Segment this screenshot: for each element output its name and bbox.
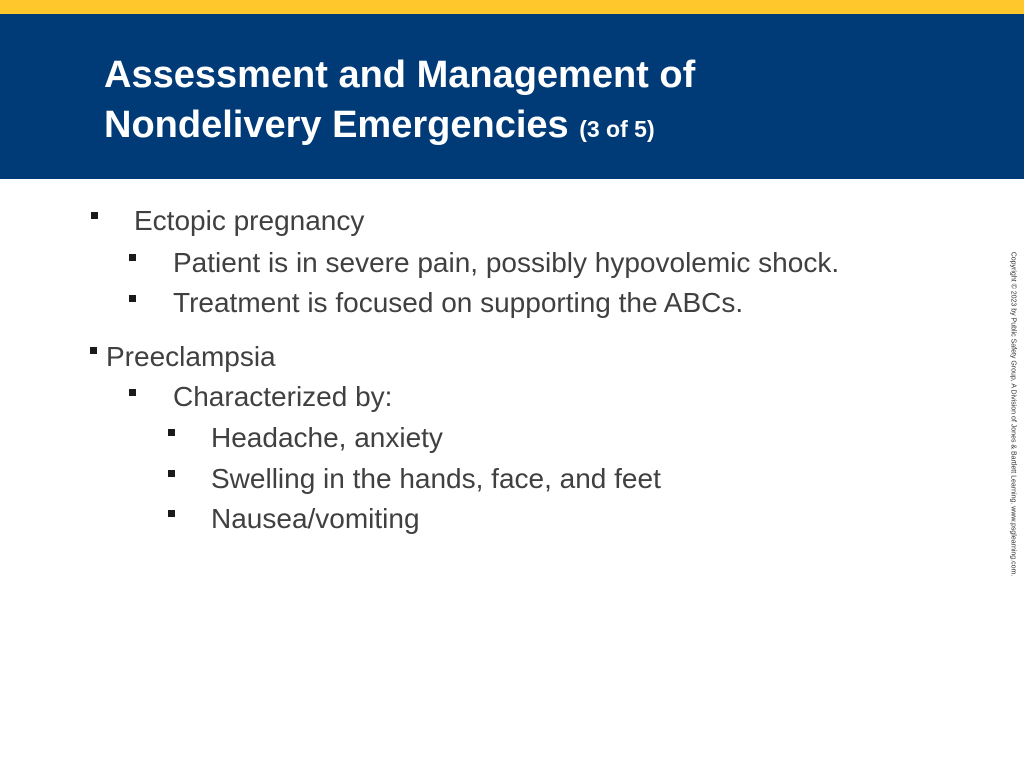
accent-bar bbox=[0, 0, 1024, 14]
bullet-symptom-2 bbox=[168, 470, 175, 477]
title-line-2 bbox=[104, 100, 695, 154]
copyright-notice: Copyright © 2023 by Public Safety Group, A Division of Jones & Bartlett Learning. www.psglearning.com. bbox=[1009, 251, 1017, 577]
ectopic-item-treatment: Treatment is focused on supporting the ABCs. bbox=[173, 287, 744, 318]
bullet-characterized bbox=[129, 389, 136, 396]
bullet-preeclampsia-label: Preeclampsia bbox=[106, 341, 276, 372]
title-line-2-text: Nondelivery Emergencies bbox=[104, 104, 569, 146]
symptom-swelling: Swelling in the hands, face, and feet bbox=[211, 463, 661, 494]
slide-body bbox=[0, 180, 990, 740]
bullet-symptom-1 bbox=[168, 429, 175, 436]
preeclampsia-characterized: Characterized by: bbox=[173, 381, 393, 412]
bullet-ectopic-sub-2 bbox=[129, 295, 136, 302]
bullet-preeclampsia bbox=[90, 347, 97, 354]
title-line-1: Assessment and Management of bbox=[104, 54, 696, 96]
bullet-symptom-3 bbox=[168, 510, 175, 517]
symptom-headache: Headache, anxiety bbox=[211, 422, 443, 453]
symptom-nausea: Nausea/vomiting bbox=[211, 503, 420, 534]
slide-title bbox=[104, 50, 695, 154]
slide-count: (3 of 5) bbox=[579, 116, 655, 142]
title-band bbox=[0, 14, 1024, 179]
bullet-ectopic-sub-1 bbox=[129, 254, 136, 261]
bullet-ectopic-pregnancy: Ectopic pregnancy bbox=[134, 205, 365, 236]
bullet-ectopic bbox=[91, 212, 98, 219]
ectopic-item-pain: Patient is in severe pain, possibly hypovolemic shock. bbox=[173, 247, 840, 278]
